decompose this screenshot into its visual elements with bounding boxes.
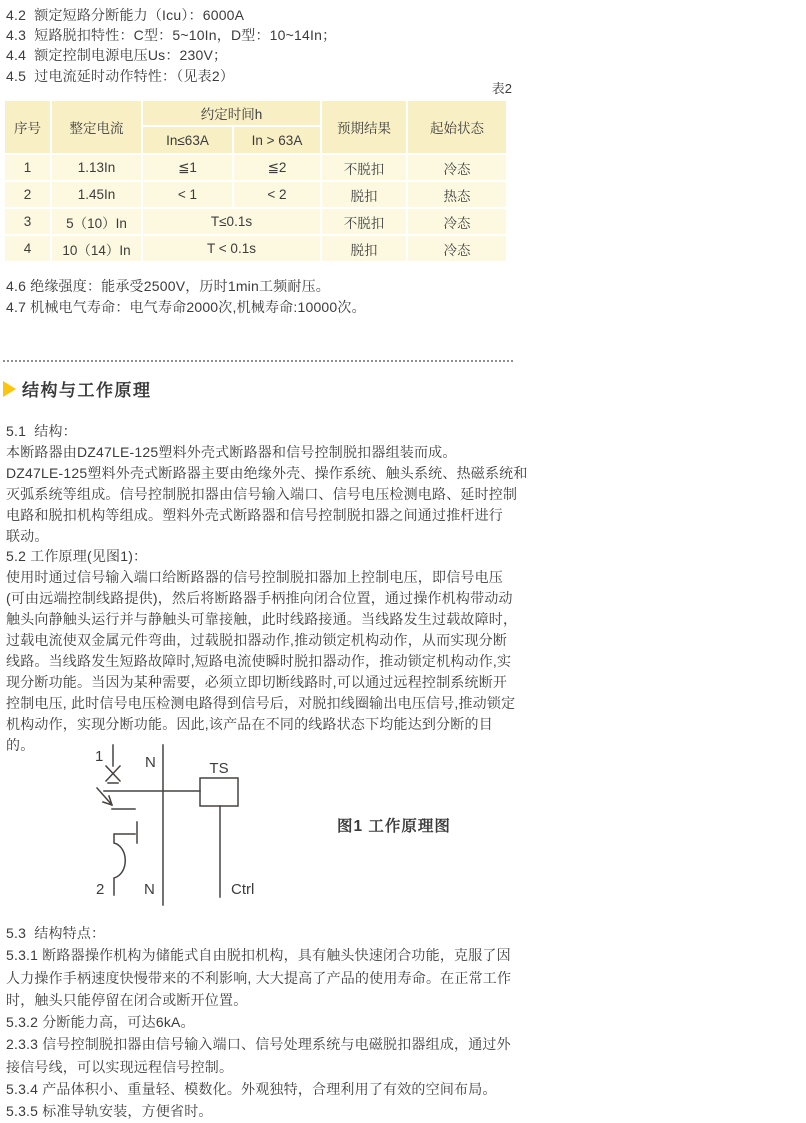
body-line: 5.2 工作原理(见图1)：: [6, 548, 148, 565]
body-line: 过载电流使双金属元件弯曲，过载脱扣器动作,推动锁定机构动作，从而实现分断: [6, 632, 508, 649]
feature-line: 时，触头只能停留在闭合或断开位置。: [6, 991, 248, 1008]
body-line: 控制电压, 此时信号电压检测电路得到信号后，对脱扣线圈输出电压信号,推动锁定: [6, 694, 516, 711]
cell-no: 3: [5, 209, 50, 234]
cell-state: 热态: [408, 182, 506, 207]
table2-label: 表2: [491, 81, 512, 96]
cell-state: 冷态: [408, 236, 506, 261]
cell-time1: < 1: [143, 182, 232, 207]
cell-state: 冷态: [408, 155, 506, 180]
working-principle-diagram: [0, 740, 520, 910]
cell-current: 5（10）In: [52, 209, 141, 234]
body-line: (可由远端控制线路提供)，然后将断路器手柄推向闭合位置，通过操作机构带动动: [6, 590, 513, 607]
col-header-state: 起始状态: [408, 101, 506, 153]
triangle-bullet-icon: [3, 381, 16, 397]
cell-current: 1.13In: [52, 155, 141, 180]
note-line: 4.7 机械电气寿命：电气寿命2000次,机械寿命:10000次。: [6, 299, 366, 315]
cell-current: 1.45In: [52, 182, 141, 207]
body-line: 电路和脱扣机构等组成。塑料外壳式断路器和信号控制脱扣器之间通过推杆进行: [6, 506, 503, 523]
cell-result: 不脱扣: [322, 209, 406, 234]
table-row: [5, 209, 506, 234]
thermal-element-x-icon: [106, 766, 120, 783]
table-row: [5, 182, 506, 207]
table-header-row-1: [5, 101, 506, 125]
feature-line: 人力操作手柄速度快慢带来的不利影响, 大大提高了产品的使用寿命。在正常工作: [6, 969, 512, 986]
feature-line: 5.3.4 产品体积小、重量轻、模数化。外观独特，合理利用了有效的空间布局。: [6, 1081, 497, 1098]
note-line: 4.6 绝缘强度：能承受2500V，历时1min工频耐压。: [6, 278, 330, 294]
feature-line: 5.3.1 断路器操作机构为储能式自由脱扣机构，具有触头快速闭合功能，克服了因: [6, 947, 511, 964]
ts-box: [200, 778, 238, 806]
col-header-no: 序号: [5, 101, 50, 153]
notes-list: [6, 276, 366, 318]
cell-no: 2: [5, 182, 50, 207]
trip-characteristics-table: [3, 99, 508, 263]
feature-line: 5.3.2 分断能力高，可达6kA。: [6, 1014, 195, 1031]
section-heading: [3, 376, 152, 401]
neutral-bottom-label: N: [144, 881, 155, 898]
spec-list: [6, 5, 336, 86]
body-line: 线路。当线路发生短路故障时,短路电流使瞬时脱扣器动作，推动锁定机构动作,实: [6, 652, 512, 669]
body-line: 现分断功能。当因为某种需要，必须立即切断线路时,可以通过远程控制系统断开: [6, 673, 508, 690]
structure-features-text: [6, 922, 511, 1123]
pole2-label: 2: [96, 881, 105, 898]
feature-line: 5.3.5 标准导轨安装，方便省时。: [6, 1103, 213, 1120]
cell-time-merged: T < 0.1s: [143, 236, 320, 261]
col-header-time-sub2: In > 63A: [234, 127, 320, 153]
feature-line: 接信号线，可以实现远程信号控制。: [6, 1058, 234, 1075]
figure-caption: 图1 工作原理图: [337, 818, 451, 835]
cell-time2: < 2: [234, 182, 320, 207]
cell-time2: ≦2: [234, 155, 320, 180]
col-header-current: 整定电流: [52, 101, 141, 153]
col-header-time-sub1: In≤63A: [143, 127, 232, 153]
body-line: 灭弧系统等组成。信号控制脱扣器由信号输入端口、信号电压检测电路、延时控制: [6, 485, 518, 502]
cell-result: 脱扣: [322, 236, 406, 261]
body-line: 的。: [6, 736, 35, 753]
body-line: 触头向静触头运行并与静触头可靠接触，此时线路接通。当线路发生过载故障时，: [6, 611, 518, 628]
spec-line: 4.2 额定短路分断能力（Icu）：6000A: [6, 7, 245, 23]
body-line: 使用时通过信号输入端口给断路器的信号控制脱扣器加上控制电压，即信号电压: [6, 569, 503, 586]
cell-time1: ≦1: [143, 155, 232, 180]
ctrl-label: Ctrl: [231, 881, 255, 898]
neutral-top-label: N: [145, 754, 156, 771]
col-header-result: 预期结果: [322, 101, 406, 153]
cell-current: 10（14）In: [52, 236, 141, 261]
structure-principle-text: [6, 421, 528, 756]
spec-line: 4.4 额定控制电源电压Us：230V；: [6, 47, 228, 64]
coil-hook-shape: [114, 834, 135, 895]
col-header-time-group: 约定时间h: [143, 101, 320, 125]
ts-label: TS: [209, 760, 229, 777]
spec-line: 4.5 过电流延时动作特性：（见表2）: [6, 67, 235, 84]
cell-result: 不脱扣: [322, 155, 406, 180]
spec-line: 4.3 短路脱扣特性：C型：5~10In，D型：10~14In；: [6, 27, 337, 44]
table-row: [5, 236, 506, 261]
cell-no: 4: [5, 236, 50, 261]
dotted-divider: [3, 360, 513, 362]
body-line: 5.1 结构：: [6, 423, 77, 439]
feature-line: 5.3 结构特点：: [6, 925, 106, 941]
cell-no: 1: [5, 155, 50, 180]
section-title: 结构与工作原理: [22, 381, 152, 400]
body-line: 联动。: [6, 527, 49, 544]
cell-state: 冷态: [408, 209, 506, 234]
feature-line: 2.3.3 信号控制脱扣器由信号输入端口、信号处理系统与电磁脱扣器组成，通过外: [6, 1036, 511, 1053]
pole1-label: 1: [95, 748, 104, 765]
table-row: [5, 155, 506, 180]
cell-result: 脱扣: [322, 182, 406, 207]
body-line: 机构动作，实现分断功能。因此,该产品在不同的线路状态下均能达到分断的目: [6, 715, 493, 732]
cell-time-merged: T≤0.1s: [143, 209, 320, 234]
body-line: DZ47LE-125塑料外壳式断路器主要由绝缘外壳、操作系统、触头系统、热磁系统和: [6, 464, 528, 481]
body-line: 本断路器由DZ47LE-125塑料外壳式断路器和信号控制脱扣器组装而成。: [6, 443, 457, 460]
